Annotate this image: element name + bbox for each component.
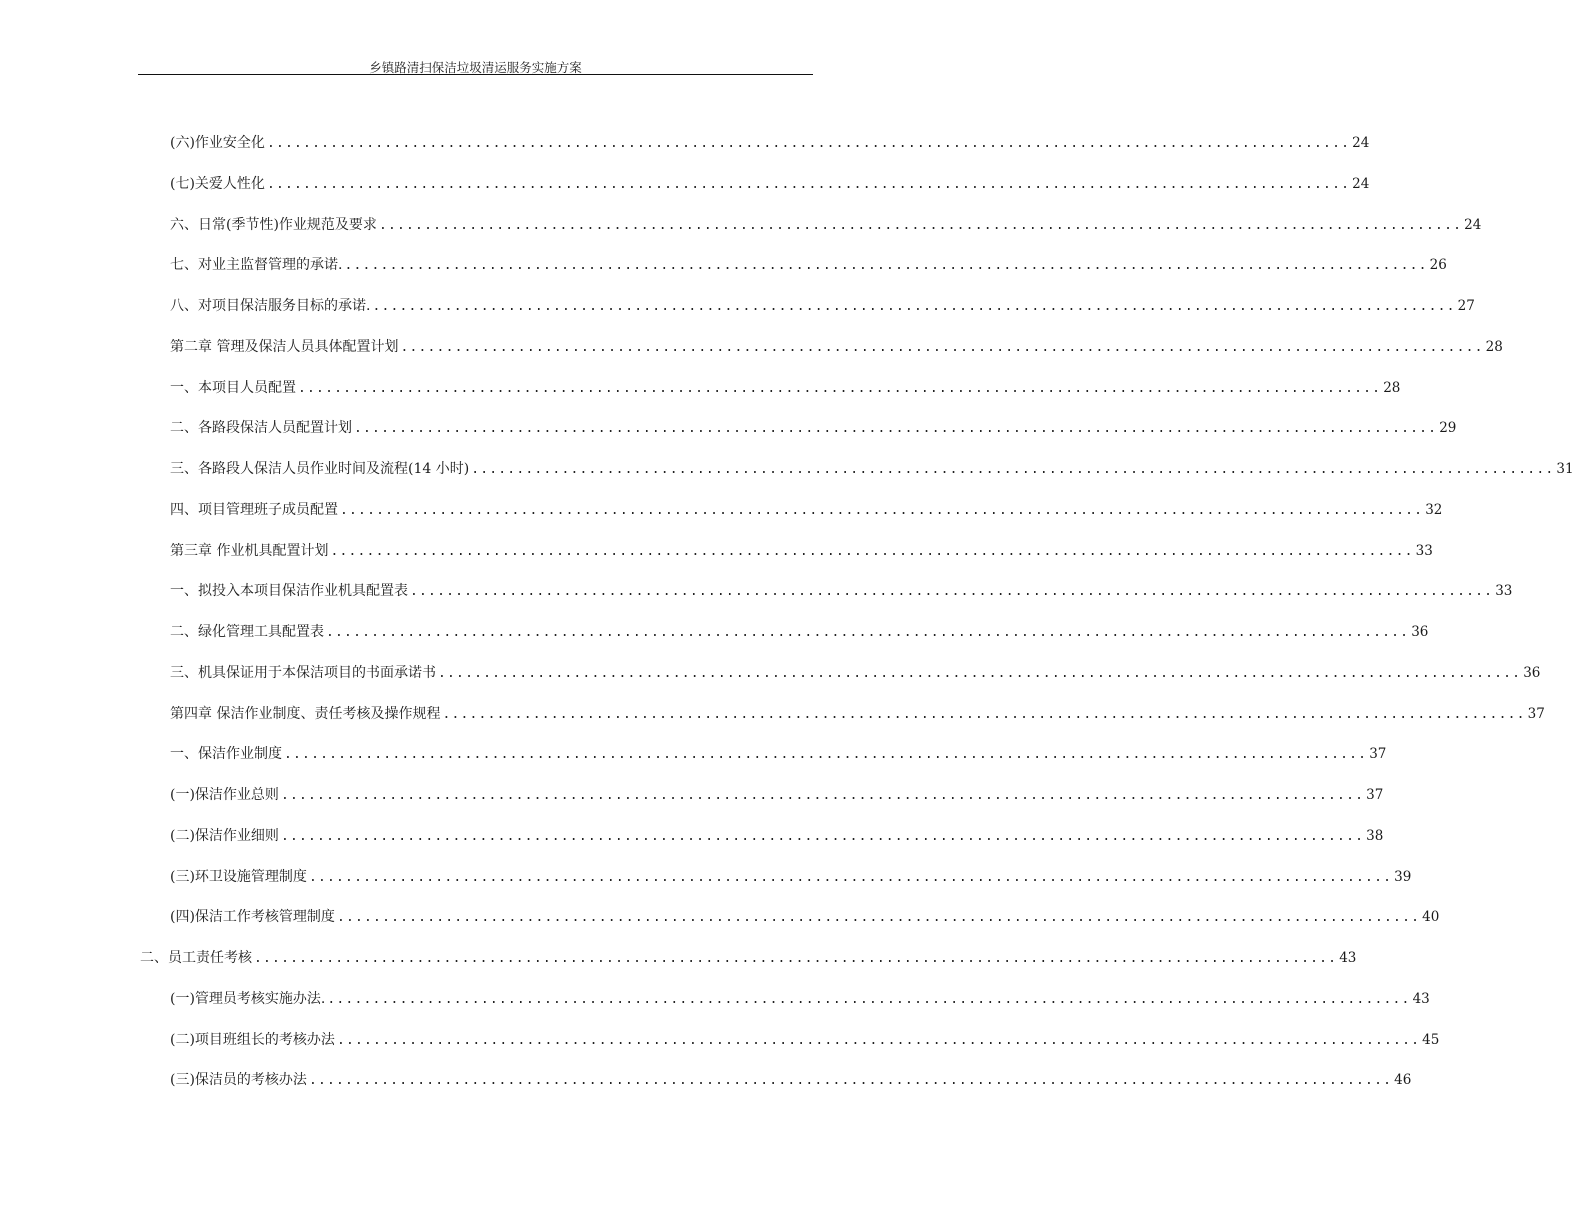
toc-entry[interactable] (170, 703, 1545, 725)
toc-entry[interactable] (170, 377, 1401, 399)
toc-leader-dots: ........................................................................................................................ (471, 462, 1555, 477)
toc-entry-title: 二、绿化管理工具配置表 (170, 624, 324, 640)
toc-entry-title: 第二章 管理及保洁人员具体配置计划 (170, 338, 399, 355)
toc-entry[interactable] (170, 1069, 1412, 1091)
toc-entry[interactable] (170, 743, 1387, 765)
toc-entry[interactable] (170, 499, 1443, 521)
toc-entry-title: 三、机具保证用于本保洁项目的书面承诺书 (170, 664, 436, 681)
toc-leader-dots: ........................................................................................................................ (442, 706, 1526, 722)
toc-leader-dots: ........................................................................................................................ (266, 136, 1351, 151)
toc-leader-dots: ........................................................................................................................ (280, 788, 1365, 803)
toc-entry-page: 27 (1457, 298, 1475, 314)
toc-entry-page: 24 (1352, 175, 1370, 192)
toc-leader-dots: ........................................................................................................................ (344, 258, 1428, 274)
toc-leader-dots: ........................................................................................................................ (330, 543, 1414, 559)
toc-entry-title: (二)保洁作业细则 (170, 827, 279, 844)
toc-leader-dots: ........................................................................................................................ (354, 421, 1438, 437)
toc-entry[interactable] (170, 825, 1384, 847)
toc-entry-page: 38 (1366, 827, 1384, 844)
toc-entry-title: (四)保洁工作考核管理制度 (170, 909, 335, 926)
toc-entry-page: 40 (1422, 909, 1440, 926)
toc-entry[interactable] (170, 336, 1503, 358)
toc-entry[interactable] (140, 947, 1357, 969)
toc-entry-title: (一)管理员考核实施办法. (170, 990, 326, 1007)
toc-entry[interactable] (170, 458, 1574, 480)
toc-entry-page: 46 (1394, 1072, 1412, 1089)
toc-entry-page: 37 (1366, 787, 1384, 803)
toc-entry[interactable] (170, 417, 1457, 439)
toc-entry[interactable] (170, 540, 1433, 562)
toc-entry-page: 28 (1485, 338, 1503, 355)
toc-entry-page: 26 (1429, 257, 1447, 274)
toc-entry-title: (三)环卫设施管理制度 (170, 868, 307, 885)
toc-leader-dots: ........................................................................................................................ (400, 339, 1484, 355)
toc-entry-title: 一、拟投入本项目保洁作业机具配置表 (170, 583, 408, 600)
toc-entry-page: 36 (1411, 624, 1429, 640)
toc-entry-title: 一、本项目人员配置 (170, 379, 296, 396)
toc-entry-page: 43 (1339, 950, 1357, 966)
toc-leader-dots: ........................................................................................................................ (378, 217, 1463, 233)
toc-entry-title: 三、各路段人保洁人员作业时间及流程(14 小时) (170, 461, 470, 477)
toc-entry-title: (一)保洁作业总则 (170, 787, 279, 803)
toc-entry-title: 八、对项目保洁服务目标的承诺. (170, 298, 371, 314)
toc-entry-title: 二、员工责任考核 (140, 950, 252, 966)
toc-entry-page: 24 (1352, 135, 1370, 151)
toc-entry[interactable] (170, 906, 1440, 928)
toc-entry[interactable] (170, 988, 1430, 1010)
toc-entry[interactable] (170, 866, 1412, 888)
toc-leader-dots: ........................................................................................................................ (340, 502, 1424, 518)
toc-entry[interactable] (170, 621, 1429, 643)
toc-leader-dots: ........................................................................................................................ (410, 584, 1494, 600)
toc-entry-page: 43 (1412, 990, 1430, 1007)
toc-entry[interactable] (170, 1029, 1440, 1051)
toc-leader-dots: ........................................................................................................................ (284, 747, 1368, 763)
toc-entry-page: 28 (1383, 379, 1401, 396)
toc-entry-title: 第三章 作业机具配置计划 (170, 542, 329, 559)
toc-leader-dots: ........................................................................................................................ (372, 299, 1456, 314)
toc-leader-dots: ........................................................................................................................ (254, 951, 1338, 966)
toc-entry-title: (七)关爱人性化 (170, 175, 265, 192)
toc-entry[interactable] (170, 214, 1482, 236)
toc-entry[interactable] (170, 254, 1447, 276)
toc-entry-title: 第四章 保洁作业制度、责任考核及操作规程 (170, 705, 441, 722)
toc-entry-title: 七、对业主监督管理的承诺. (170, 257, 343, 274)
toc-entry-title: (三)保洁员的考核办法 (170, 1072, 307, 1089)
toc-leader-dots: ........................................................................................................................ (327, 991, 1411, 1007)
toc-entry[interactable] (170, 295, 1475, 317)
toc-entry-page: 39 (1394, 868, 1412, 885)
toc-entry-page: 24 (1464, 216, 1482, 233)
toc-leader-dots: ........................................................................................................................ (266, 176, 1351, 192)
toc-entry-page: 33 (1415, 542, 1433, 559)
toc-entry-page: 36 (1523, 664, 1541, 681)
toc-entry-page: 45 (1422, 1031, 1440, 1048)
toc-entry-title: 一、保洁作业制度 (170, 746, 282, 763)
toc-entry[interactable] (170, 580, 1513, 602)
toc-entry-page: 37 (1369, 746, 1387, 763)
toc-entry-title: 六、日常(季节性)作业规范及要求 (170, 216, 377, 233)
toc-entry[interactable] (170, 173, 1370, 195)
toc-entry-title: (二)项目班组长的考核办法 (170, 1031, 335, 1048)
toc-entry[interactable] (170, 132, 1370, 154)
toc-leader-dots: ........................................................................................................................ (438, 665, 1522, 681)
running-header: 乡镇路清扫保洁垃圾清运服务实施方案 (369, 60, 582, 75)
toc-entry-title: 四、项目管理班子成员配置 (170, 501, 338, 518)
toc-entry[interactable] (170, 784, 1384, 806)
toc-entry-page: 33 (1495, 583, 1513, 600)
toc-leader-dots: ........................................................................................................................ (336, 910, 1421, 926)
toc-leader-dots: ........................................................................................................................ (298, 380, 1382, 396)
toc-leader-dots: ........................................................................................................................ (280, 828, 1365, 844)
toc-leader-dots: ........................................................................................................................ (308, 869, 1393, 885)
toc-leader-dots: ........................................................................................................................ (308, 1073, 1393, 1089)
toc-entry-page: 37 (1527, 705, 1545, 722)
toc-leader-dots: ........................................................................................................................ (326, 625, 1410, 640)
toc-entry-page: 29 (1439, 420, 1457, 437)
toc-entry-title: 二、各路段保洁人员配置计划 (170, 420, 352, 437)
toc-entry-page: 31 (1556, 461, 1574, 477)
toc-leader-dots: ........................................................................................................................ (336, 1032, 1421, 1048)
toc-entry-page: 32 (1425, 501, 1443, 518)
toc-entry[interactable] (170, 662, 1541, 684)
toc-entry-title: (六)作业安全化 (170, 135, 265, 151)
